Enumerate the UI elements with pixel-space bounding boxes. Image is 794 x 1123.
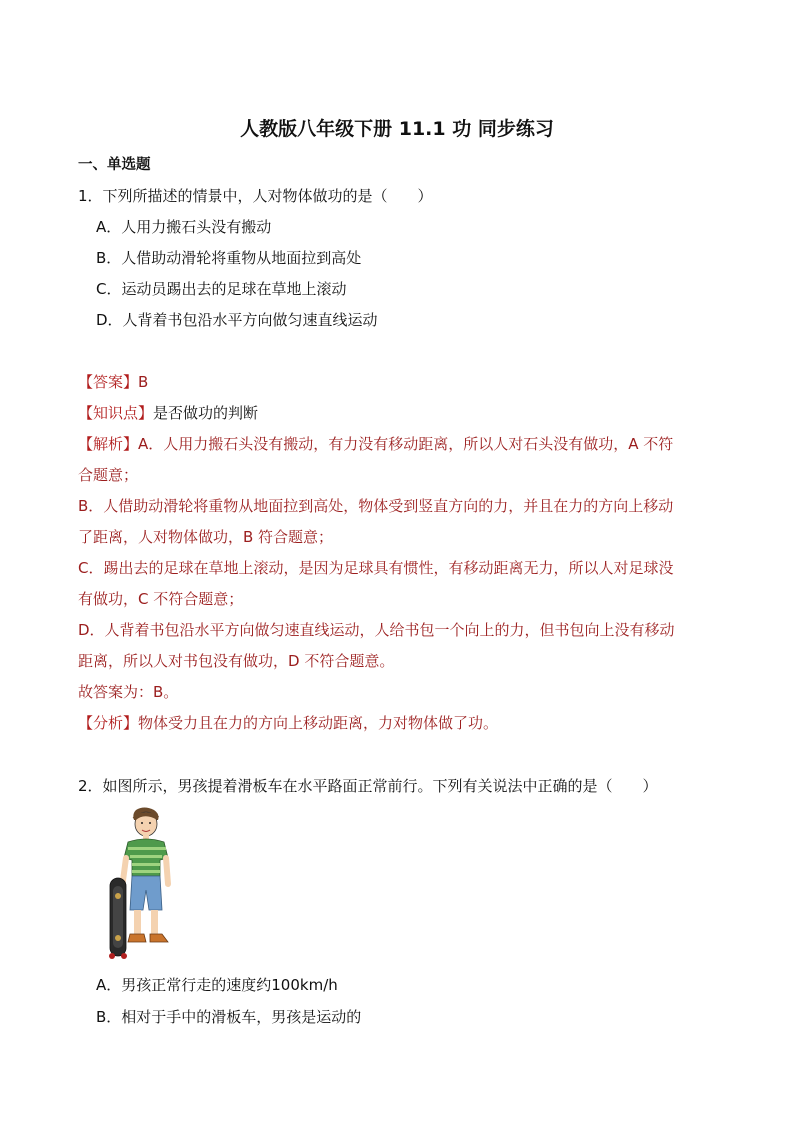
q1-option-a: A．人用力搬石头没有搬动 [96,218,272,236]
knowledge-tag: 【知识点】 [78,404,154,422]
q1-analysis-line-7: D．人背着书包沿水平方向做匀速直线运动，人给书包一个向上的力，但书包向上没有移动 [78,621,675,639]
q1-option-b: B．人借助动滑轮将重物从地面拉到高处 [96,249,362,267]
q1-knowledge-line [78,403,258,423]
fenxi-text: 物体受力且在力的方向上移动距离，力对物体做了功。 [138,714,499,732]
q1-analysis-line-4: 了距离，人对物体做功，B 符合题意； [78,528,334,546]
q1-analysis-line-3: B．人借助动滑轮将重物从地面拉到高处，物体受到竖直方向的力，并且在力的方向上移动 [78,497,674,515]
q1-analysis-line-8: 距离，所以人对书包没有做功，D 不符合题意。 [78,652,395,670]
q1-answer-line [78,372,148,392]
analysis-text: A．人用力搬石头没有搬动，有力没有移动距离，所以人对石头没有做功，A 不符 [138,435,674,453]
q2-option-b: B．相对于手中的滑板车，男孩是运动的 [96,1008,362,1026]
q2-stem: 2．如图所示，男孩提着滑板车在水平路面正常前行。下列有关说法中正确的是（ ） [78,777,658,795]
q1-analysis-line-1 [78,434,673,454]
q1-analysis-line-9: 故答案为：B。 [78,683,179,701]
knowledge-value: 是否做功的判断 [153,404,259,422]
answer-tag: 【答案】 [78,373,139,391]
q1-option-c: C．运动员踢出去的足球在草地上滚动 [96,280,347,298]
q1-stem: 1．下列所描述的情景中，人对物体做功的是（ ） [78,187,433,205]
q1-analysis-line-2: 合题意； [78,466,139,484]
q1-fenxi-line [78,713,498,733]
answer-value: B [138,373,149,391]
q1-option-d: D．人背着书包沿水平方向做匀速直线运动 [96,311,378,329]
analysis-tag: 【解析】 [78,435,139,453]
q2-option-a: A．男孩正常行走的速度约100km/h [96,976,338,994]
q1-analysis-line-6: 有做功，C 不符合题意； [78,590,244,608]
section-heading: 一、单选题 [78,157,151,173]
q1-analysis-line-5: C．踢出去的足球在草地上滚动，是因为足球具有惯性，有移动距离无力，所以人对足球没 [78,559,674,577]
boy-with-skateboard-illustration [104,806,182,964]
page-title: 人教版八年级下册 11.1 功 同步练习 [240,118,554,140]
fenxi-tag: 【分析】 [78,714,139,732]
